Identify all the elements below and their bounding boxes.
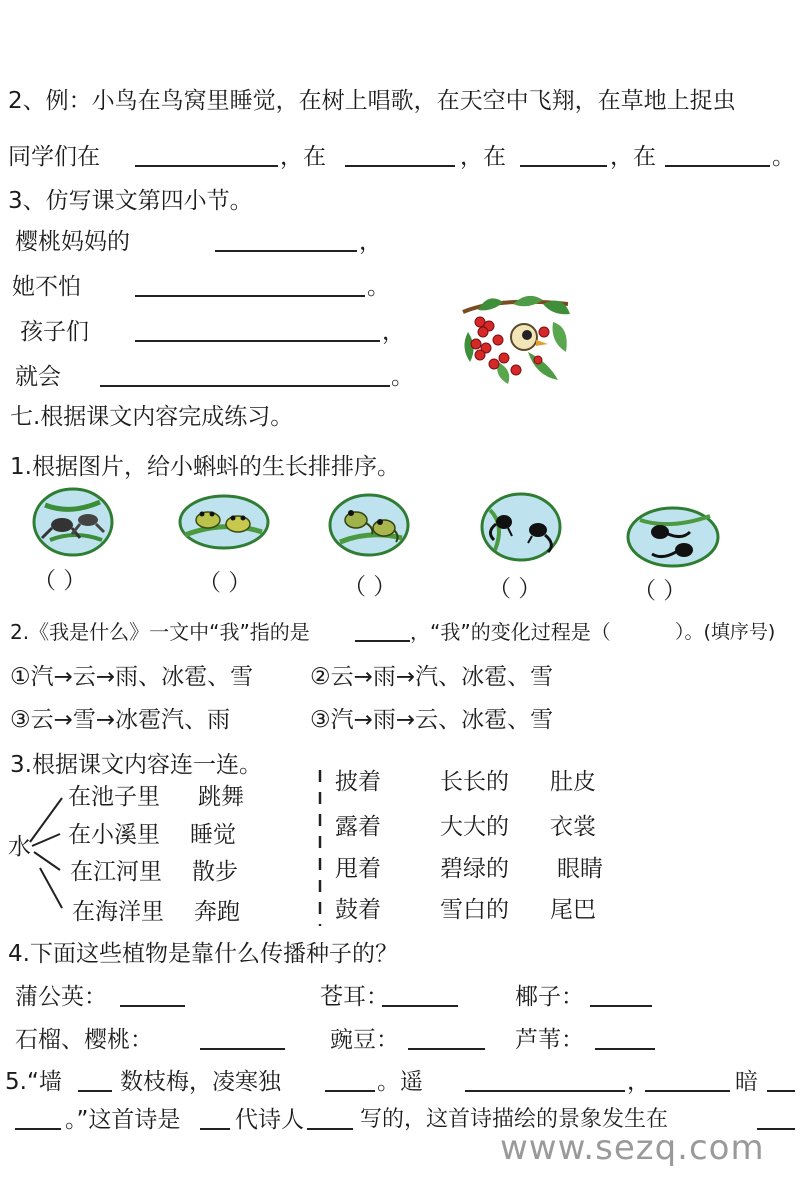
q7-4-title-text: 4.下面这些植物是靠什么传播种子的？: [8, 941, 398, 967]
q2-fill-sep: ，在: [280, 144, 326, 170]
picture-oval: [34, 489, 112, 555]
answer-blank: [100, 385, 390, 387]
q3-line-end: ，: [359, 229, 382, 255]
tadpole-growth-pictures: [0, 480, 800, 570]
q3-line-lead: 她不怕: [12, 274, 81, 300]
q3-line-4: [15, 360, 415, 394]
q7-4-title: [8, 937, 528, 971]
answer-blank: [355, 640, 410, 642]
growth-picture-3: [330, 495, 408, 555]
poem-text: 写的，这首诗描绘的景象发生在: [360, 1107, 669, 1132]
q7-2-option-4: [310, 703, 610, 737]
plant-row-item: [515, 980, 660, 1014]
q3-line-3: [20, 315, 410, 349]
plant-row-item: [320, 980, 465, 1014]
matching-left-row-4: [72, 895, 272, 929]
verb-text: 甩着: [335, 856, 381, 882]
noun-text: 肚皮: [550, 769, 596, 795]
q3-line-end: 。: [391, 364, 414, 390]
tadpole-head: [496, 515, 512, 529]
plant-label: 椰子：: [515, 984, 584, 1010]
answer-blank: [665, 165, 770, 167]
option-text: ③云→雪→冰雹汽、雨: [10, 707, 231, 733]
q7-2-end: ）。(填序号): [675, 621, 776, 643]
answer-blank: [120, 1005, 185, 1007]
answer-blank: [465, 1090, 625, 1092]
q3-title: [8, 184, 408, 218]
q3-line-end: 。: [367, 274, 390, 300]
picture-oval: [180, 496, 268, 548]
q7-1-title: [10, 450, 530, 484]
answer-bracket-text: （ ）: [633, 578, 687, 604]
action-text: 跳舞: [198, 784, 244, 810]
plant-row-item: [15, 1023, 295, 1057]
growth-picture-5: [628, 508, 718, 566]
q3-title-text: 3、仿写课文第四小节。: [8, 188, 253, 214]
q7-2-mid: ，“我”的变化过程是（: [410, 620, 611, 644]
q7-1-title-text: 1.根据图片，给小蝌蚪的生长排排序。: [10, 454, 400, 480]
answer-bracket-text: （ ）: [488, 576, 542, 602]
matching-right-row-1: [335, 765, 635, 799]
q2-fill-line: [8, 140, 793, 174]
answer-blank: [325, 1090, 375, 1092]
plant-label: 蒲公英：: [15, 984, 107, 1010]
adjective-text: 大大的: [440, 814, 509, 840]
q7-5-line-1: [5, 1065, 797, 1099]
poem-text: 。”这首诗是: [65, 1107, 181, 1133]
answer-blank: [135, 165, 278, 167]
q7-2-option-1: [10, 660, 300, 694]
noun-text: 眼睛: [557, 856, 603, 882]
answer-bracket-3: [343, 570, 423, 604]
answer-blank: [645, 1090, 730, 1092]
dashed-divider: [314, 768, 326, 928]
place-text: 在小溪里: [68, 822, 160, 848]
option-text: ③汽→雨→云、冰雹、雪: [310, 707, 554, 733]
adjective-text: 长长的: [440, 769, 509, 795]
answer-blank: [595, 1048, 655, 1050]
adjective-text: 碧绿的: [440, 856, 509, 882]
place-text: 在池子里: [68, 784, 160, 810]
watermark: www.sezq.com: [500, 1128, 765, 1168]
q3-line-lead: 樱桃妈妈的: [15, 229, 130, 255]
poem-text: 。遥: [377, 1069, 423, 1095]
q3-line-2: [12, 270, 392, 304]
answer-blank: [590, 1005, 652, 1007]
answer-blank: [767, 1090, 795, 1092]
q7-2-lead: 2.《我是什么》一文中“我”指的是: [10, 620, 310, 644]
growth-picture-4: [482, 494, 560, 560]
q3-line-1: [15, 225, 382, 259]
frog: [78, 514, 98, 526]
matching-left-row-3: [70, 855, 270, 889]
q2-fill-lead: 同学们在: [8, 144, 100, 170]
growth-picture-1: [34, 489, 112, 555]
leaf: [553, 322, 567, 352]
frog-eye: [231, 516, 236, 521]
frog: [51, 518, 73, 532]
frog: [373, 520, 395, 536]
leaf: [528, 352, 558, 380]
frog: [226, 516, 250, 532]
answer-bracket-2: [198, 566, 278, 600]
answer-blank: [307, 1128, 353, 1130]
section-7-title: [10, 400, 410, 434]
answer-blank: [78, 1090, 112, 1092]
plant-label: 苍耳：: [320, 984, 389, 1010]
q7-2-option-2: [310, 660, 610, 694]
action-text: 散步: [192, 859, 238, 885]
frog-eye: [200, 512, 205, 517]
frog: [345, 512, 367, 528]
noun-text: 衣裳: [550, 814, 596, 840]
plant-row-item: [15, 980, 195, 1014]
matching-left-row-1: [68, 780, 268, 814]
poem-text: 暗: [735, 1069, 758, 1095]
bird-beak: [536, 340, 548, 346]
matching-right-row-2: [335, 810, 635, 844]
answer-bracket-text: （ ）: [198, 570, 252, 596]
answer-blank: [382, 1005, 458, 1007]
verb-text: 披着: [335, 769, 381, 795]
matching-left-row-2: [68, 818, 268, 852]
noun-text: 尾巴: [550, 897, 596, 923]
answer-blank: [408, 1048, 485, 1050]
answer-blank: [15, 1128, 61, 1130]
option-text: ①汽→云→雨、冰雹、雪: [10, 664, 254, 690]
frog-eye: [210, 512, 215, 517]
answer-blank: [135, 295, 365, 297]
answer-blank: [135, 340, 380, 342]
tadpole-head: [651, 525, 669, 539]
leaf: [513, 296, 543, 306]
matching-right-row-3: [335, 852, 635, 886]
section-7-title-text: 七.根据课文内容完成练习。: [10, 404, 294, 430]
answer-blank: [200, 1128, 230, 1130]
plant-label: 豌豆：: [330, 1027, 399, 1053]
option-text: ②云→雨→汽、冰雹、雪: [310, 664, 554, 690]
answer-blank: [200, 1048, 285, 1050]
answer-bracket-text: （ ）: [343, 574, 397, 600]
matching-right-row-4: [335, 893, 635, 927]
poem-text: 代诗人: [235, 1107, 304, 1133]
plant-row-item: [330, 1023, 490, 1057]
answer-blank: [345, 165, 455, 167]
q3-line-lead: 就会: [15, 364, 61, 390]
q7-2-option-3: [10, 703, 300, 737]
poem-text: 5.“墙: [5, 1069, 62, 1095]
branch-line: [40, 868, 62, 908]
q2-example-line: [8, 84, 798, 118]
q3-line-lead: 孩子们: [20, 319, 89, 345]
q2-fill-sep: ，在: [460, 144, 506, 170]
q2-example-text: 2、例：小鸟在鸟窝里睡觉，在树上唱歌，在天空中飞翔，在草地上捉虫: [8, 88, 736, 114]
answer-bracket-1: [33, 564, 113, 598]
frog-eye: [377, 519, 383, 525]
bird-eye: [522, 330, 532, 340]
place-text: 在江河里: [70, 859, 162, 885]
plant-label: 芦苇：: [515, 1027, 584, 1053]
cherry-tree-picture: [458, 292, 573, 384]
tadpole-head: [675, 543, 693, 557]
plant-label: 石榴、樱桃：: [15, 1027, 153, 1053]
branch-line: [34, 852, 60, 870]
adjective-text: 雪白的: [440, 897, 509, 923]
frog-eye: [348, 510, 354, 516]
answer-bracket-5: [633, 574, 713, 608]
plant-row-item: [515, 1023, 660, 1057]
action-text: 睡觉: [190, 822, 236, 848]
q7-3-title-text: 3.根据课文内容连一连。: [10, 752, 262, 778]
q3-line-end: ，: [382, 319, 405, 345]
growth-picture-2: [180, 496, 268, 548]
q2-fill-sep: ，在: [610, 144, 656, 170]
frog-eye: [241, 516, 246, 521]
place-text: 在海洋里: [72, 899, 164, 925]
answer-blank: [215, 250, 357, 252]
poem-text: ，: [627, 1069, 650, 1095]
verb-text: 露着: [335, 814, 381, 840]
answer-blank: [520, 165, 607, 167]
branch-line: [32, 834, 60, 846]
answer-bracket-text: （ ）: [33, 568, 87, 594]
action-text: 奔跑: [194, 899, 240, 925]
verb-text: 鼓着: [335, 897, 381, 923]
answer-bracket-4: [488, 572, 568, 606]
q7-3-title: [10, 748, 310, 782]
tadpole-head: [529, 523, 547, 537]
poem-text: 数枝梅，凌寒独: [120, 1069, 281, 1095]
matching-root-text: 水: [8, 834, 31, 860]
q7-2-line: [10, 615, 795, 649]
q2-fill-end: 。: [772, 144, 795, 170]
